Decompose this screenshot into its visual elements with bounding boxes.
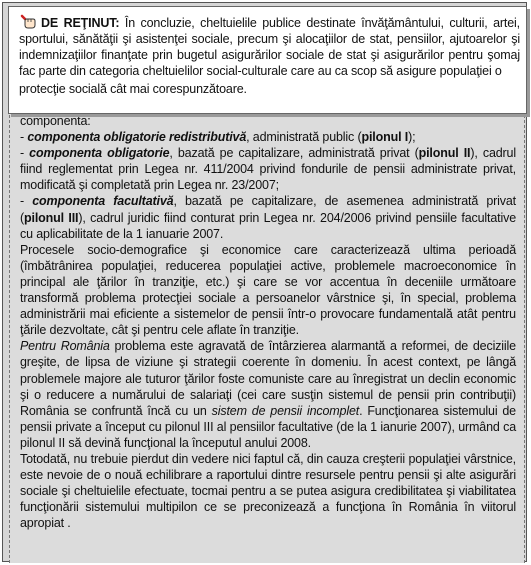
component-3-name: componenta facultativă	[32, 194, 174, 209]
paragraph-2	[20, 338, 516, 451]
component-1	[20, 129, 516, 145]
component-1-desc: , administrată public (	[246, 130, 362, 145]
component-2-pillar: pilonul II	[418, 146, 471, 161]
component-1-end: );	[408, 130, 416, 145]
dash: -	[20, 194, 33, 209]
dash: -	[20, 130, 28, 145]
component-3	[20, 193, 516, 241]
intro-text: componenta:	[20, 114, 91, 128]
component-2	[20, 145, 516, 193]
note-last-line: protecţie socială cât mai corespunzătoare.	[19, 82, 247, 97]
note-box	[8, 6, 527, 114]
document-body	[9, 95, 525, 563]
component-2-name: componenta obligatorie	[29, 146, 170, 161]
component-3-pillar: pilonul III	[24, 210, 79, 225]
dash: -	[20, 146, 30, 161]
note-label: DE REŢINUT:	[41, 16, 120, 30]
component-3-end: ), cadrul juridic fiind conturat prin Legea nr. 204/2006 privind pensiile facultative cu aplicabilitate de la 1 ianuarie 2007.	[20, 210, 517, 241]
component-1-name: componenta obligatorie redistributivă	[27, 130, 247, 145]
component-2-end: ), cadrul fiind reglementat prin Legea nr. 411/2004 privind fondurile de pensii administrate privat, modificată şi completată prin Legea nr. 23/2007;	[20, 146, 516, 193]
paragraph-2-lead: Pentru România	[20, 339, 110, 354]
component-1-pillar: pilonul I	[361, 130, 409, 145]
note-text: În concluzie, cheltuielile publice destinate învăţământului, culturii, artei, sportului, sănătăţii şi asistenţei sociale, precum şi alocaţiilor de stat, pensiilor, ajutoarelor şi indemnizaţiilor finanţate prin bugetul asigurărilor sociale de stat şi asigurărilor pentru şomaj fac parte din categoria cheltuielilor social-culturale care au ca scop să asigure populaţiei o	[19, 16, 520, 79]
component-2-desc: , bazată pe capitalizare, administrată privat (	[169, 146, 419, 161]
paragraph-2-text-b: . Funcţionarea sistemului de pensii private a început cu pilonul III al pensiilor facultative (de la 1 ianurie 2007), urmând ca pilonul II să devină funcţional la începutul anului 2008.	[20, 403, 516, 450]
paragraph-3: Totodată, nu trebuie pierdut din vedere nici faptul că, din cauza creşterii populaţiei vârstnice, este nevoie de o nouă echilibrare a raportului dintre resursele pentru pensii şi alte asigurări sociale şi cheltuielile efectuate, tocmai pentru a se putea asigura credibilitatea şi viabilitatea funcţionării sistemului multipilon ce se preconizează a funcţiona în România în viitorul apropiat .	[20, 451, 516, 531]
component-3-desc: , bazată pe capitalizare, de asemenea administrată privat (	[20, 194, 517, 225]
pointing-hand-icon	[19, 14, 41, 30]
intro-line	[20, 113, 516, 129]
paragraph-2-text-a: problema este agravată de întârzierea alarmantă a reformei, de deciziile greşite, de lipsa de viziune şi strategii coerente în domeniu. În acest context, pe lângă problemele majore ale tuturor ţărilor foste comuniste care au înregistrat un declin economic şi o reducere a numărului de salariaţi (cei care susţin sistemul de pensii prin contribuţii) România se confruntă încă cu un	[20, 339, 516, 418]
paragraph-1: Procesele socio-demografice şi economice care caracterizează ultima perioadă (îmbătrânirea populaţiei, reducerea populaţiei active, problemele macroeconomice în principal ale ţărilor în tranziţie, etc.) şi care se vor accentua în deceniile următoare transformă problema protecţiei sociale a persoanelor vârstnice şi, în special, problema administrării mai eficiente a sistemelor de pensii într-o provocare fundamentală atât pentru ţările dezvoltate, cât şi pentru cele aflate în tranziţie.	[20, 242, 516, 338]
paragraph-2-italic: sistem de pensii incomplet	[211, 403, 360, 418]
